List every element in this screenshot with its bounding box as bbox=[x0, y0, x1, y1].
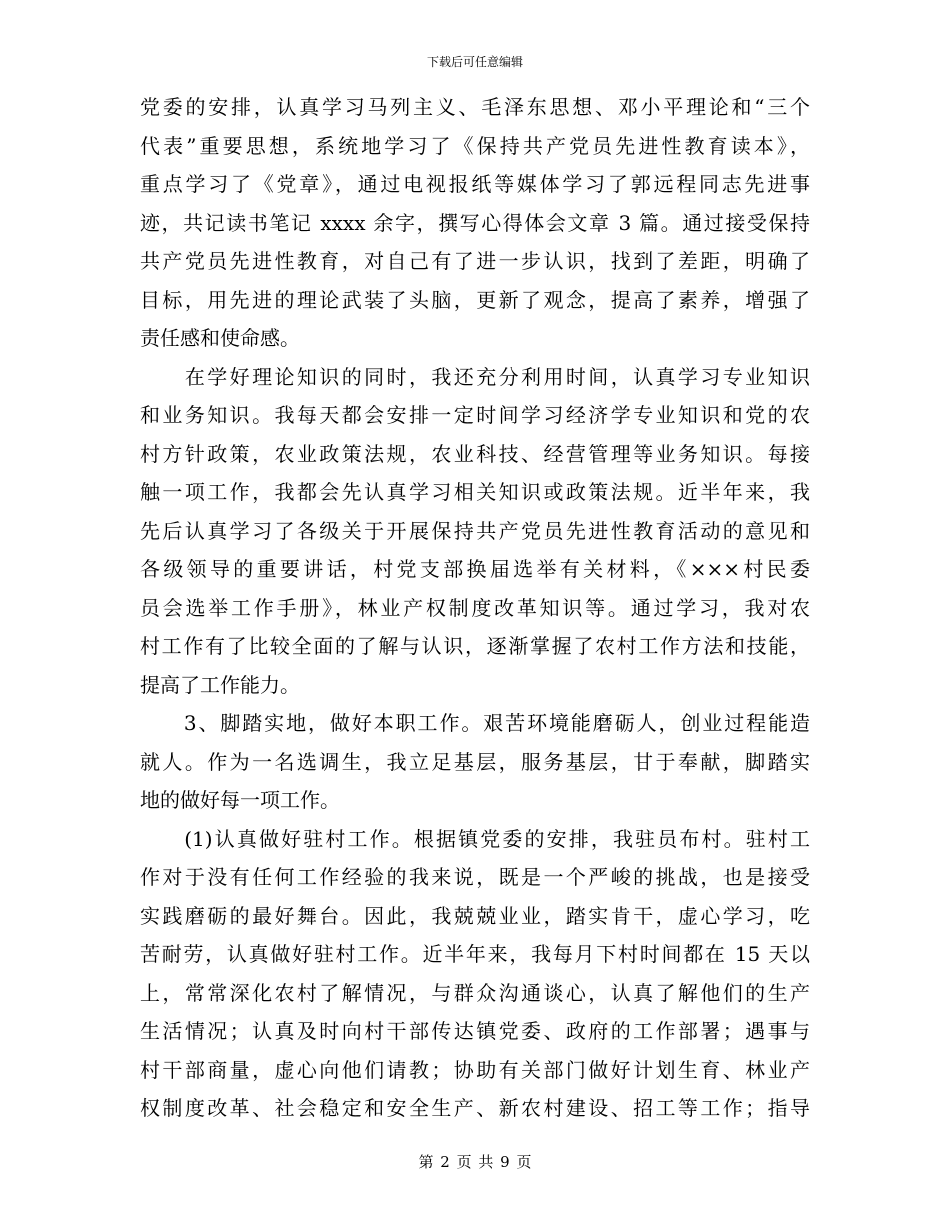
text-line: 上，常常深化农村了解情况，与群众沟通谈心，认真了解他们的生产 bbox=[140, 980, 810, 1005]
text-line: 村干部商量，虚心向他们请教；协助有关部门做好计划生育、林业产 bbox=[140, 1057, 810, 1082]
text-line: 地的做好每一项工作。 bbox=[140, 788, 340, 812]
text-line: (1)认真做好驻村工作。根据镇党委的安排，我驻员布村。驻村工 bbox=[140, 826, 810, 851]
text-line: 迹，共记读书笔记 xxxx 余字，撰写心得体会文章 3 篇。通过接受保持 bbox=[140, 210, 810, 235]
document-body bbox=[140, 88, 810, 1128]
text-line: 苦耐劳，认真做好驻村工作。近半年来，我每月下村时间都在 15 天以 bbox=[140, 942, 810, 966]
text-line: 重点学习了《党章》，通过电视报纸等媒体学习了郭远程同志先进事 bbox=[140, 172, 810, 196]
text-line: 就人。作为一名选调生，我立足基层，服务基层，甘于奉献，脚踏实 bbox=[140, 749, 810, 774]
page-number-footer: 第 2 页 共 9 页 bbox=[418, 1153, 532, 1171]
text-line: 3、脚踏实地，做好本职工作。艰苦环境能磨砺人，创业过程能造 bbox=[140, 711, 810, 735]
text-line: 在学好理论知识的同时，我还充分利用时间，认真学习专业知识 bbox=[140, 364, 810, 389]
paragraph bbox=[140, 358, 810, 705]
text-line: 权制度改革、社会稳定和安全生产、新农村建设、招工等工作；指导 bbox=[140, 1096, 810, 1120]
text-line: 村方针政策，农业政策法规，农业科技、经营管理等业务知识。每接 bbox=[140, 441, 810, 466]
text-line: 责任感和使命感。 bbox=[140, 326, 300, 350]
text-line: 各级领导的重要讲话，村党支部换届选举有关材料，《×××村民委 bbox=[140, 557, 810, 581]
text-line: 和业务知识。我每天都会安排一定时间学习经济学专业知识和党的农 bbox=[140, 403, 810, 427]
text-line: 作对于没有任何工作经验的我来说，既是一个严峻的挑战，也是接受 bbox=[140, 865, 810, 889]
text-line: 目标，用先进的理论武装了头脑，更新了观念，提高了素养，增强了 bbox=[140, 287, 810, 312]
text-line: 提高了工作能力。 bbox=[140, 672, 300, 697]
text-line: 实践磨砺的最好舞台。因此，我兢兢业业，踏实肯干，虚心学习，吃 bbox=[140, 903, 810, 928]
text-line: 代表”重要思想，系统地学习了《保持共产党员先进性教育读本》， bbox=[140, 133, 810, 158]
text-line: 村工作有了比较全面的了解与认识，逐渐掌握了农村工作方法和技能， bbox=[140, 634, 810, 658]
text-line: 先后认真学习了各级关于开展保持共产党员先进性教育活动的意见和 bbox=[140, 518, 810, 543]
text-line: 共产党员先进性教育，对自己有了进一步认识，找到了差距，明确了 bbox=[140, 249, 810, 273]
text-line: 员会选举工作手册》，林业产权制度改革知识等。通过学习，我对农 bbox=[140, 595, 810, 620]
page-header: 下载后可任意编辑 bbox=[426, 55, 523, 69]
text-line: 触一项工作，我都会先认真学习相关知识或政策法规。近半年来，我 bbox=[140, 480, 810, 504]
paragraph bbox=[140, 88, 810, 358]
text-line: 生活情况；认真及时向村干部传达镇党委、政府的工作部署；遇事与 bbox=[140, 1019, 810, 1043]
paragraph bbox=[140, 820, 810, 1128]
paragraph bbox=[140, 704, 810, 820]
text-line: 党委的安排，认真学习马列主义、毛泽东思想、邓小平理论和“三个 bbox=[140, 95, 810, 119]
